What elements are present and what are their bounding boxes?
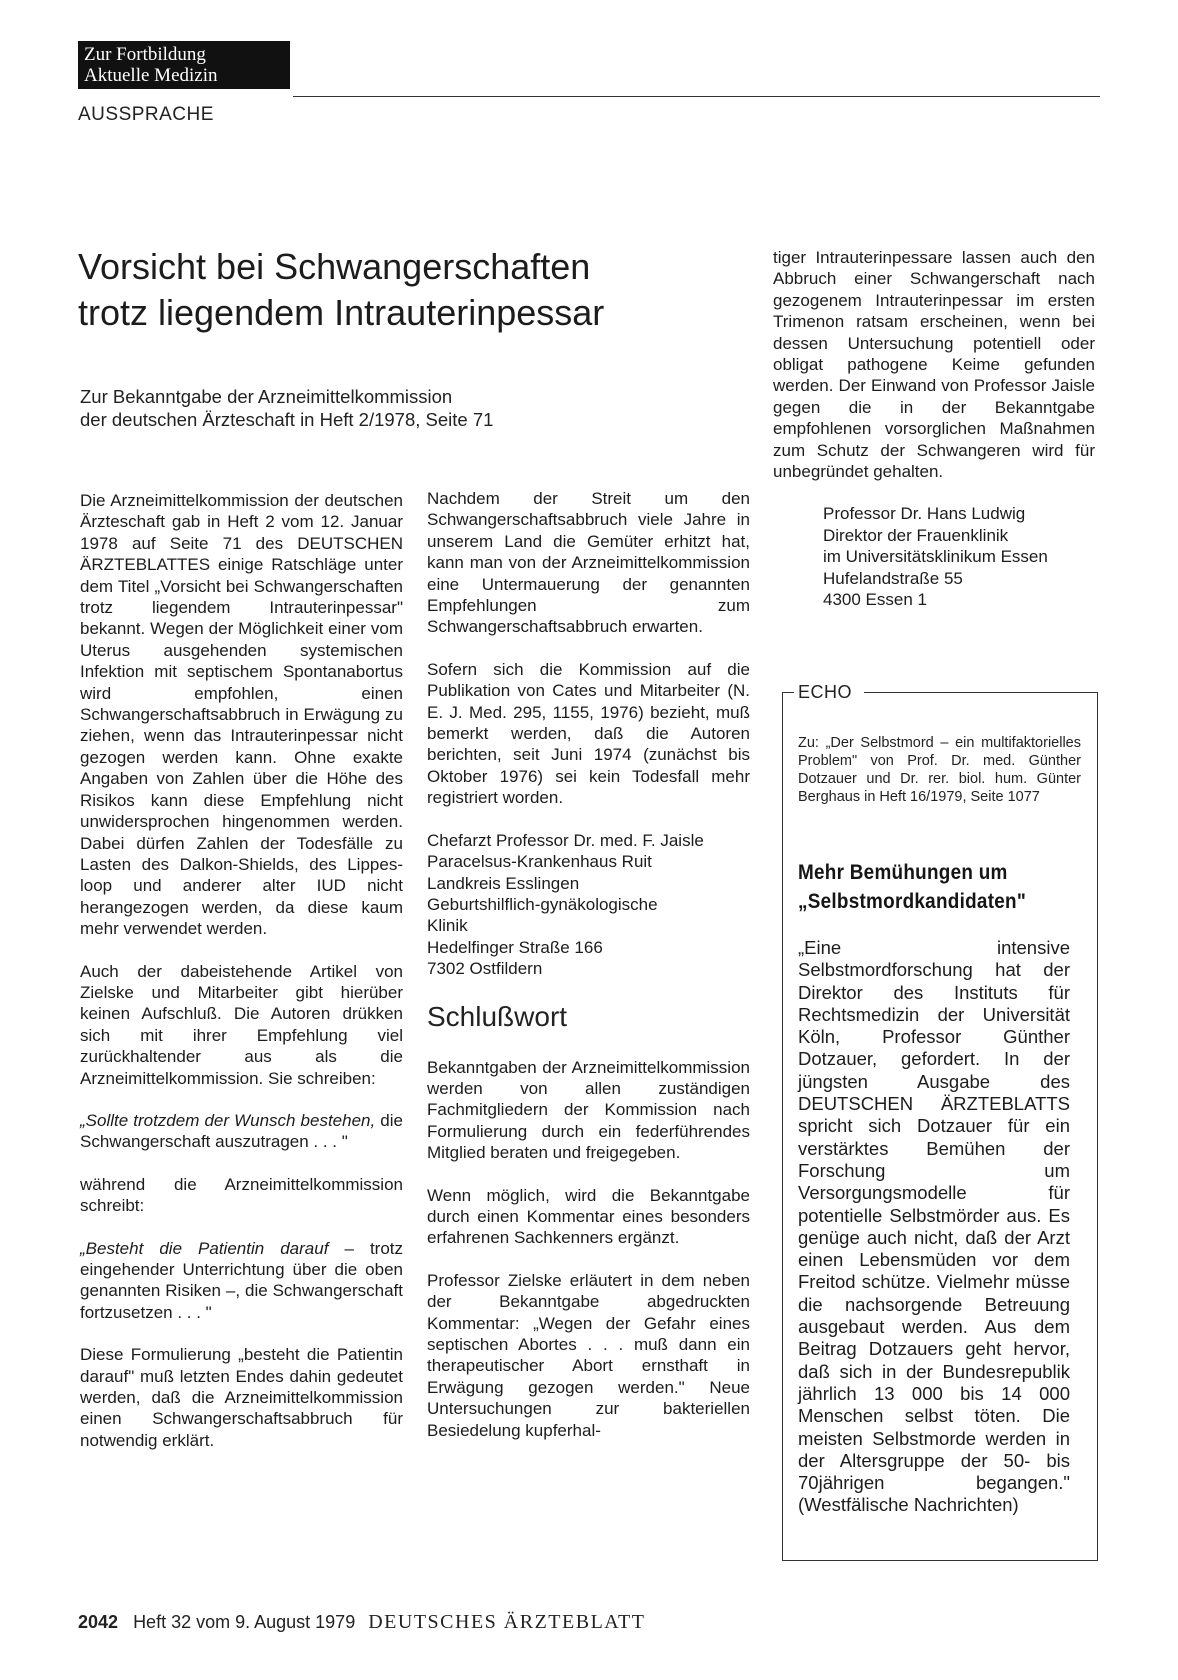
paragraph: Auch der dabeistehende Artikel von Zielske und Mitarbeiter gibt hierüber keinen Aufschluß. Die Autoren drükken sich mit ihrer Empfehlung viel zurückhaltender aus als die Arzneimittelkommission. Sie schreiben: bbox=[80, 961, 403, 1088]
column-3 bbox=[773, 247, 1095, 651]
subtitle-line-1: Zur Bekanntgabe der Arzneimittelkommission bbox=[80, 386, 453, 407]
echo-reference: Zu: „Der Selbstmord – ein multifaktorielles Problem" von Prof. Dr. med. Günther Dotzauer und Dr. rer. biol. hum. Günter Berghaus in Heft 16/1979, Seite 1077 bbox=[798, 735, 1081, 805]
author-address-ludwig bbox=[773, 503, 1095, 610]
quote-1-italic: „Sollte trotzdem der Wunsch bestehen, bbox=[80, 1110, 376, 1130]
reply-heading: Schlußwort bbox=[427, 1000, 568, 1032]
echo-headline bbox=[798, 858, 1059, 916]
paragraph: während die Arzneimittelkommission schreibt: bbox=[80, 1174, 403, 1216]
paragraph: Diese Formulierung „besteht die Patientin darauf" muß letzten Endes dahin gedeutet werden, daß die Arzneimittelkommission einen Schwangerschaftsabbruch für notwendig erklärt. bbox=[80, 1345, 403, 1450]
quote-2-italic: „Besteht die Patientin darauf bbox=[80, 1238, 329, 1258]
quote-1-rest: die Schwangerschaft auszutragen . . . " bbox=[80, 1110, 403, 1152]
echo-label: ECHO bbox=[798, 682, 853, 702]
quote-2-rest: – trotz eingehender Unterrichtung über die oben genannten Risiken –, die Schwangerschaft fortzusetzen . . . " bbox=[80, 1238, 404, 1322]
issue-info: Heft 32 vom 9. August 1979 bbox=[133, 1612, 356, 1632]
column-1 bbox=[80, 490, 403, 1472]
address-line: Direktor der Frauenklinik bbox=[823, 525, 1009, 545]
address-line: Klinik bbox=[427, 916, 468, 936]
article-title bbox=[78, 244, 718, 336]
paragraph-continued: tiger Intrauterinpessare lassen auch den Abbruch einer Schwangerschaft nach gezogenem Intrauterinpessar im ersten Trimenon ratsam erscheinen, wenn bei dessen Untersuchung potentiell oder obligat pathogene Keime gefunden werden. Der Einwand von Professor Jaisle gegen die in der Bekanntgabe empfohlenen vorsorglichen Maßnahmen zum Schutz der Schwangeren wird für unbegründet gehalten. bbox=[773, 248, 1095, 482]
section-badge bbox=[78, 41, 290, 89]
echo-headline-line-1: Mehr Bemühungen um bbox=[798, 861, 1008, 884]
address-line: Paracelsus-Krankenhaus Ruit bbox=[427, 852, 652, 872]
address-line: 4300 Essen 1 bbox=[823, 590, 927, 610]
address-line: Chefarzt Professor Dr. med. F. Jaisle bbox=[427, 830, 704, 850]
echo-headline-line-2: „Selbstmordkandidaten" bbox=[798, 890, 1027, 913]
section-line-2: Aktuelle Medizin bbox=[84, 65, 218, 86]
address-line: Professor Dr. Hans Ludwig bbox=[823, 504, 1026, 524]
echo-body: „Eine intensive Selbstmordforschung hat der Direktor des Instituts für Rechtsmedizin der Universität Köln, Professor Günther Dotzauer, gefordert. In der jüngsten Ausgabe des DEUTSCHEN ÄRZTEBLATTS spricht sich Dotzauer für ein verstärktes Bemühen der Forschung um Versorgungsmodelle für potentielle Selbstmörder aus. Es genüge auch nicht, daß der Arzt einen Lebensmüden vor dem Freitod schütze. Vielmehr müsse die nachsorgende Betreuung ausgebaut werden. Aus dem Beitrag Dotzauers geht hervor, daß sich in der Bundesrepublik jährlich 13 000 bis 14 000 Menschen selbst töten. Die meisten Selbstmorde werden in der Altersgruppe der 50- bis 70jährigen begangen." (Westfälische Nachrichten) bbox=[798, 937, 1070, 1516]
title-line-2: trotz liegendem Intrauterinpessar bbox=[78, 292, 605, 333]
kicker: AUSSPRACHE bbox=[78, 104, 214, 125]
journal-name: DEUTSCHES ÄRZTEBLATT bbox=[368, 1611, 646, 1633]
page-footer bbox=[78, 1611, 645, 1634]
column-2 bbox=[427, 488, 750, 1462]
paragraph: Professor Zielske erläutert in dem neben der Bekanntgabe abgedruckten Kommentar: „Wegen der Gefahr eines septischen Abortes . . . muß dann ein therapeutischer Abort ernsthaft in Erwägung gezogen werden." Neue Untersuchungen zur bakteriellen Besiedelung kupferhal- bbox=[427, 1270, 750, 1440]
paragraph: Sofern sich die Kommission auf die Publikation von Cates und Mitarbeiter (N. E. J. Med. 295, 1155, 1976) bezieht, muß bemerkt werden, daß die Autoren berichten, seit Juni 1974 (zunächst bis Oktober 1976) sei kein Todesfall mehr registriert worden. bbox=[427, 659, 750, 808]
echo-box-top-rule bbox=[782, 692, 794, 693]
address-line: Hufelandstraße 55 bbox=[823, 568, 963, 588]
quote-2 bbox=[80, 1238, 403, 1324]
echo-box-top-rule bbox=[864, 692, 1098, 693]
address-line: Geburtshilflich-gynäkologische bbox=[427, 894, 658, 914]
address-line: im Universitätsklinikum Essen bbox=[823, 547, 1048, 567]
paragraph: Nachdem der Streit um den Schwangerschaftsabbruch viele Jahre in unserem Land die Gemüter erhitzt hat, kann man von der Arzneimittelkommission eine Untermauerung der genannten Empfehlungen zum Schwangerschaftsabbruch erwarten. bbox=[427, 489, 750, 637]
paragraph: Die Arzneimittelkommission der deutschen Ärzteschaft gab in Heft 2 vom 12. Januar 1978 auf Seite 71 des DEUTSCHEN ÄRZTEBLATTES einige Ratschläge unter dem Titel „Vorsicht bei Schwangerschaften trotz liegendem Intrauterinpessar" bekannt. Wegen der Möglichkeit einer vom Uterus ausgehenden systemischen Infektion mit septischem Spontanabortus wird empfohlen, einen Schwangerschaftsabbruch in Erwägung zu ziehen, wenn das Intrauterinpessar nicht gezogen werden kann. Ohne exakte Angaben von Zahlen über die Höhe des Risikos kann diese Empfehlung nicht unwidersprochen hingenommen werden. Dabei dürfen Zahlen der Todesfälle zu Lasten des Dalkon-Shields, des Lippes-loop und anderer alter IUD nicht herangezogen werden, da diese kaum mehr verwendet werden. bbox=[80, 491, 403, 939]
article-subtitle bbox=[80, 385, 640, 431]
title-line-1: Vorsicht bei Schwangerschaften bbox=[78, 246, 591, 287]
address-line: 7302 Ostfildern bbox=[427, 959, 543, 979]
page-number: 2042 bbox=[78, 1612, 119, 1632]
author-address-jaisle bbox=[427, 830, 750, 980]
section-line-1: Zur Fortbildung bbox=[84, 44, 206, 65]
header-rule bbox=[293, 96, 1100, 97]
subtitle-line-2: der deutschen Ärzteschaft in Heft 2/1978, Seite 71 bbox=[80, 409, 494, 430]
address-line: Landkreis Esslingen bbox=[427, 873, 580, 893]
paragraph: Wenn möglich, wird die Bekanntgabe durch einen Kommentar eines besonders erfahrenen Sachkenners ergänzt. bbox=[427, 1185, 750, 1248]
paragraph: Bekanntgaben der Arzneimittelkommission werden von allen zuständigen Fachmitgliedern der Kommission nach Formulierung durch ein federführendes Mitglied beraten und freigegeben. bbox=[427, 1057, 750, 1163]
quote-1 bbox=[80, 1110, 403, 1153]
address-line: Hedelfinger Straße 166 bbox=[427, 937, 603, 957]
